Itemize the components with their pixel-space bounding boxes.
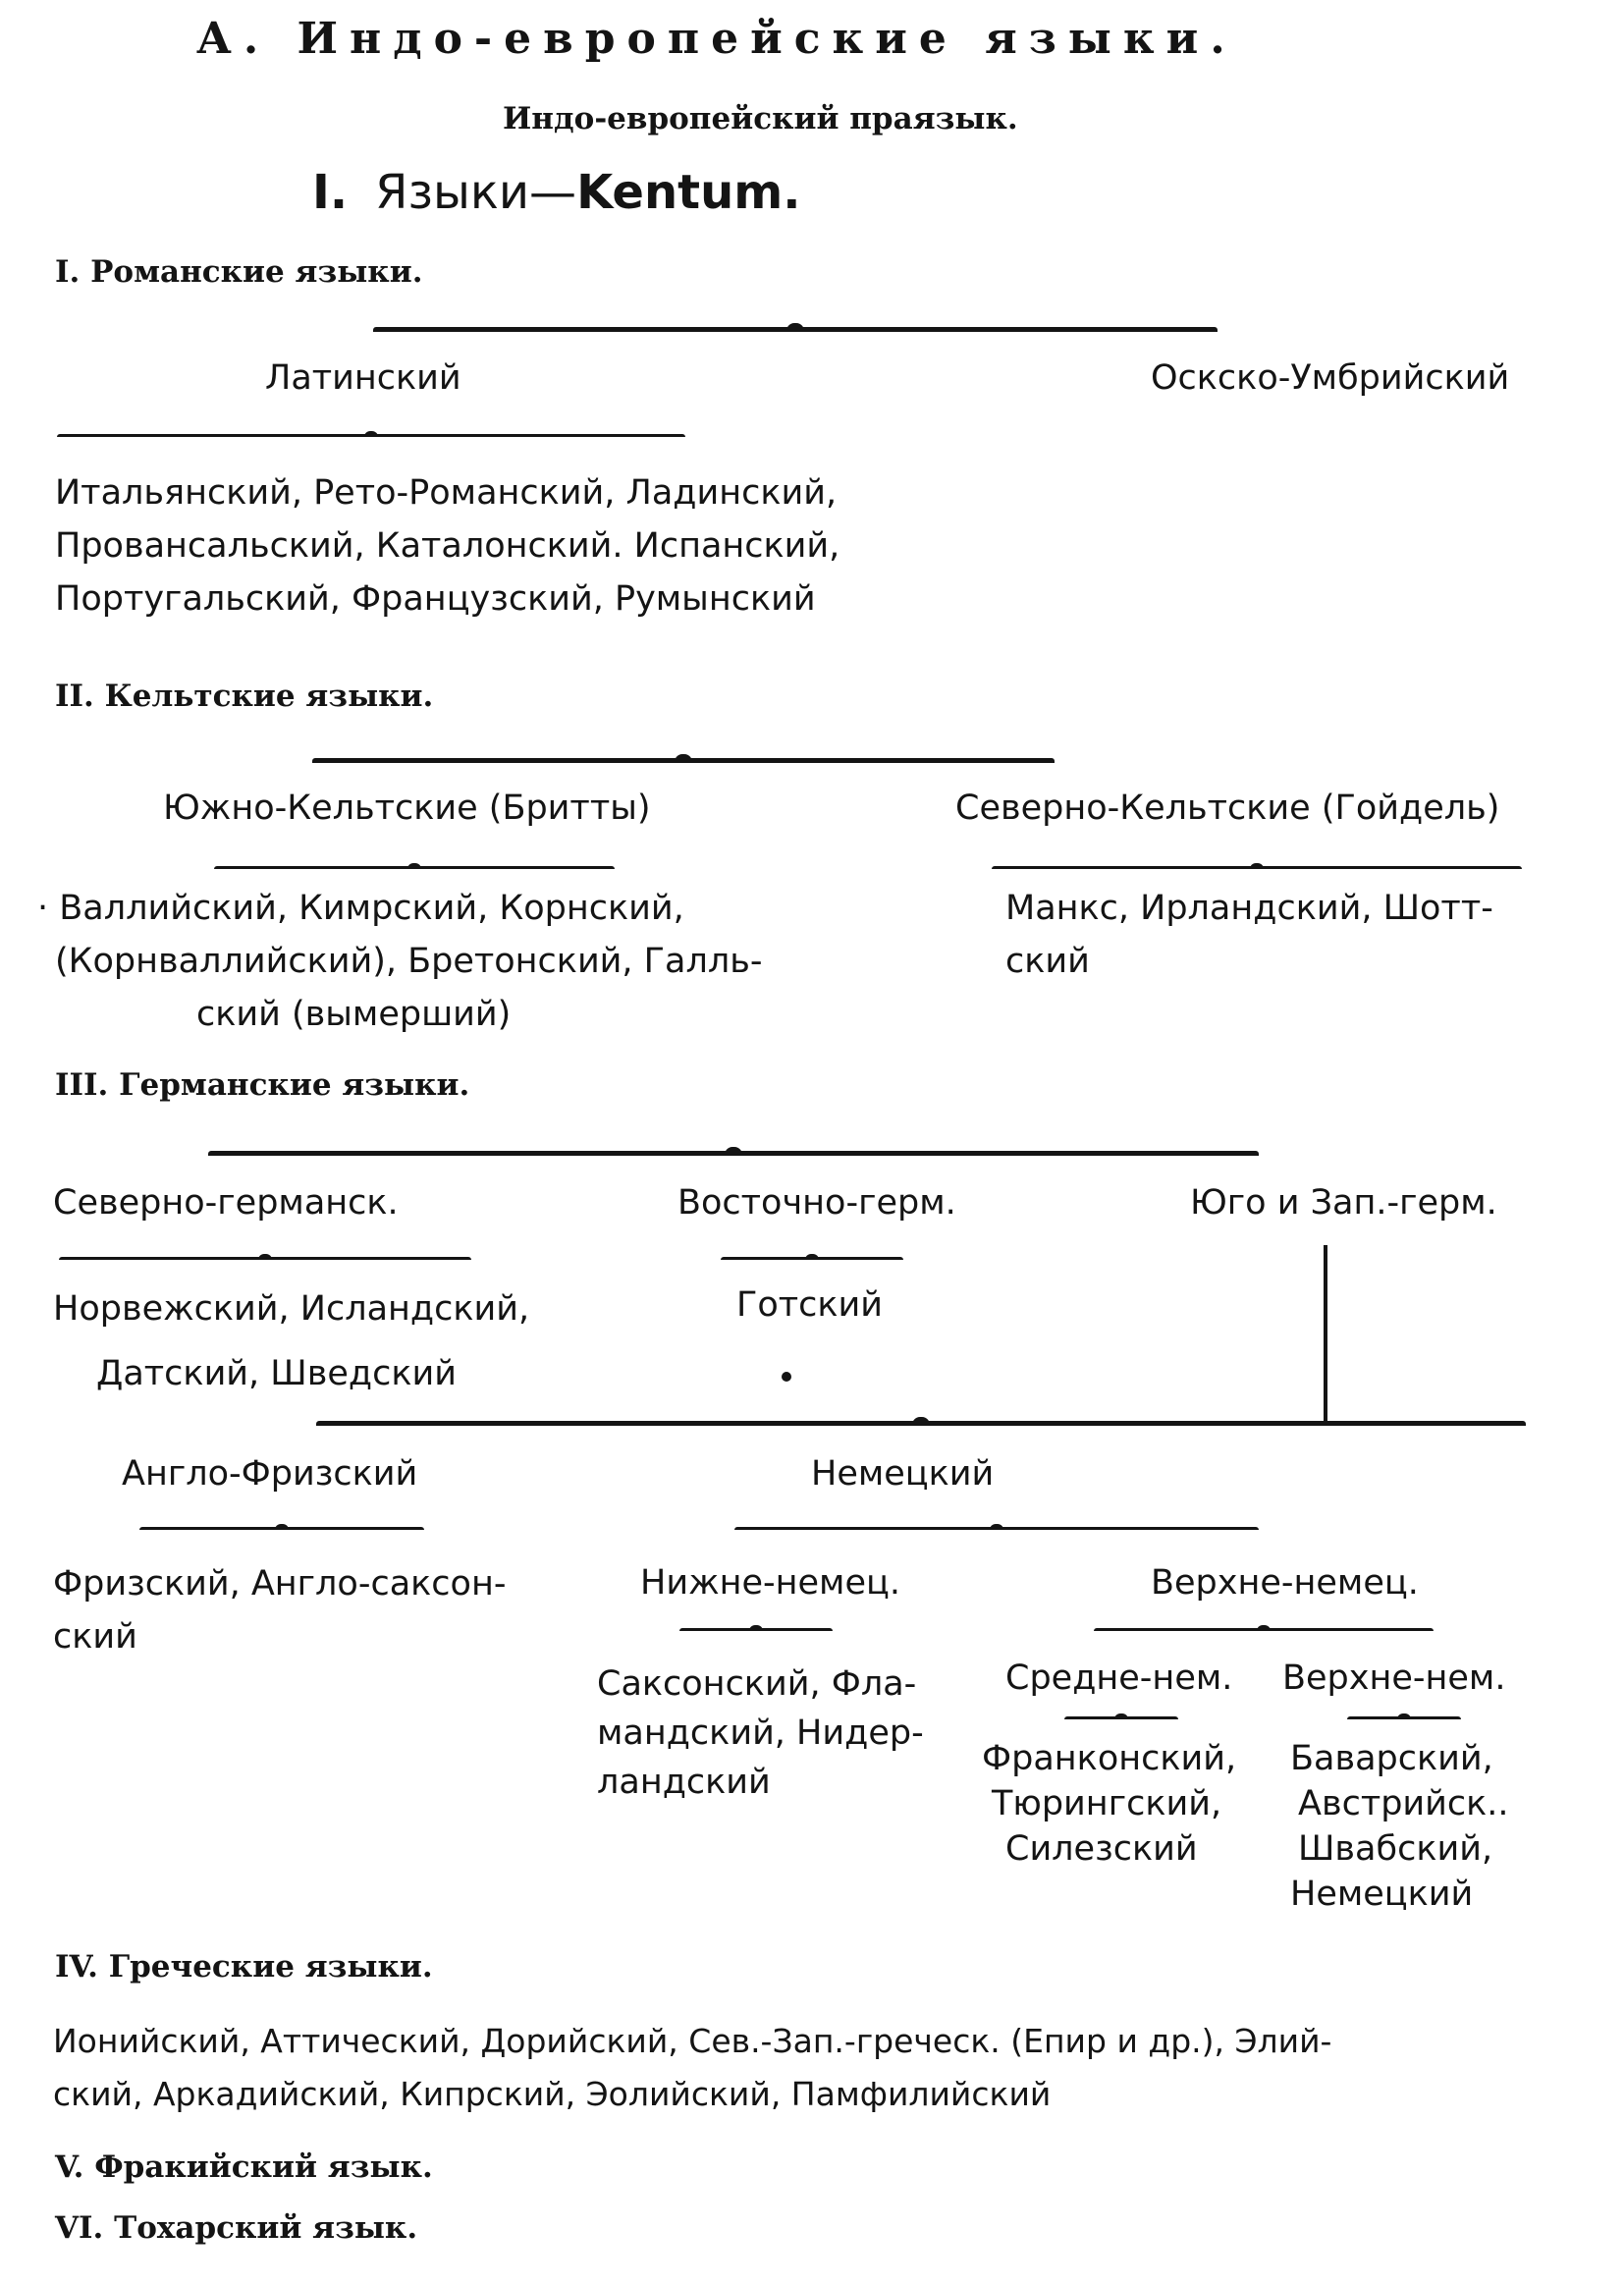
upper-german-label: Верхне-нем. xyxy=(1282,1659,1506,1698)
low-german-line: мандский, Нидер- xyxy=(597,1713,924,1753)
anglo-frisian-languages xyxy=(53,1557,506,1663)
group-prefix: Языки— xyxy=(375,165,577,220)
south-celtic-bracket xyxy=(214,866,615,869)
celtic-branch-bracket xyxy=(312,758,1055,763)
romance-branch-bracket xyxy=(373,327,1218,332)
south-celtic-line: · Валлийский, Кимрский, Корнский, xyxy=(37,889,684,928)
north-germanic-line: Датский, Шведский xyxy=(96,1354,457,1393)
southwest-germanic-bracket xyxy=(316,1421,1526,1426)
north-celtic-line: ский xyxy=(1005,942,1090,981)
upper-german-line: Швабский, xyxy=(1298,1829,1493,1869)
south-celtic-languages xyxy=(37,882,762,1041)
south-celtic-line: (Корнваллийский), Бретонский, Галль- xyxy=(55,942,763,981)
southwest-germanic-label: Юго и Зап.-герм. xyxy=(1190,1183,1497,1223)
low-german-line: ландский xyxy=(597,1763,771,1802)
east-germanic-label: Восточно-герм. xyxy=(677,1183,956,1223)
upper-german-line: Австрийск.. xyxy=(1298,1784,1509,1823)
tocharian-heading: VI. Тохарский язык. xyxy=(55,2210,418,2246)
thracian-heading: V. Фракийский язык. xyxy=(55,2149,433,2185)
low-german-label: Нижне-немец. xyxy=(640,1563,900,1603)
high-german-bracket xyxy=(1094,1628,1434,1631)
greek-languages xyxy=(53,2015,1331,2121)
page-title: А. Индо-европейские языки. xyxy=(196,14,1237,64)
north-germanic-label: Северно-германск. xyxy=(53,1183,399,1223)
celtic-heading: II. Кельтские языки. xyxy=(55,679,434,714)
north-celtic-line: Манкс, Ирландский, Шотт- xyxy=(1005,889,1493,928)
greek-heading: IV. Греческие языки. xyxy=(55,1949,433,1985)
south-celtic-line: ский (вымерший) xyxy=(196,995,512,1034)
north-celtic-bracket xyxy=(992,866,1522,869)
anglo-frisian-bracket xyxy=(139,1527,424,1530)
east-germanic-bracket xyxy=(721,1257,903,1260)
romance-heading: I. Романские языки. xyxy=(55,254,423,290)
greek-languages-line: ский, Аркадийский, Кипрский, Эолийский, Памфилийский xyxy=(53,2075,1052,2113)
east-germanic-languages: Готский xyxy=(736,1285,884,1325)
north-celtic-languages xyxy=(1005,882,1493,988)
germanic-heading: III. Германские языки. xyxy=(55,1067,470,1103)
low-german-languages xyxy=(597,1659,924,1807)
upper-german-languages xyxy=(1290,1736,1509,1917)
romance-languages-line: Провансальский, Каталонский. Испанский, xyxy=(55,526,840,566)
middle-german-label: Средне-нем. xyxy=(1005,1659,1233,1698)
latin-label: Латинский xyxy=(265,358,461,398)
osco-umbrian-label: Оскско-Умбрийский xyxy=(1151,358,1510,398)
middle-german-line: Франконский, xyxy=(982,1739,1237,1778)
south-celtic-label: Южно-Кельтские (Бритты) xyxy=(163,789,651,828)
upper-german-line: Баварский, xyxy=(1290,1739,1493,1778)
romance-languages-line: Итальянский, Рето-Романский, Ладинский, xyxy=(55,473,838,513)
group-number: I. xyxy=(312,165,349,220)
southwest-connector-line xyxy=(1324,1245,1327,1422)
low-german-bracket xyxy=(679,1628,833,1631)
anglo-frisian-line: Фризский, Англо-саксон- xyxy=(53,1564,507,1604)
north-germanic-bracket xyxy=(59,1257,471,1260)
anglo-frisian-line: ский xyxy=(53,1617,137,1657)
germanic-branch-bracket xyxy=(208,1151,1259,1156)
anglo-frisian-label: Англо-Фризский xyxy=(122,1454,418,1494)
north-germanic-languages xyxy=(53,1277,529,1406)
upper-german-bracket xyxy=(1347,1716,1461,1719)
romance-languages-list xyxy=(55,466,839,625)
north-celtic-label: Северно-Кельтские (Гойдель) xyxy=(955,789,1500,828)
upper-german-line: Немецкий xyxy=(1290,1875,1474,1914)
romance-languages-line: Португальский, Французский, Румынский xyxy=(55,579,816,619)
greek-languages-line: Ионийский, Аттический, Дорийский, Сев.-Зап.-греческ. (Епир и др.), Элий- xyxy=(53,2022,1332,2060)
dot-mark xyxy=(782,1372,791,1382)
middle-german-line: Тюрингский, xyxy=(992,1784,1222,1823)
group-name: Kentum. xyxy=(576,165,801,220)
middle-german-line: Силезский xyxy=(1005,1829,1198,1869)
german-bracket xyxy=(734,1527,1259,1530)
high-german-label: Верхне-немец. xyxy=(1151,1563,1419,1603)
middle-german-languages xyxy=(982,1736,1236,1872)
german-label: Немецкий xyxy=(811,1454,995,1494)
latin-bracket xyxy=(57,434,685,437)
low-german-line: Саксонский, Фла- xyxy=(597,1664,917,1704)
group-heading xyxy=(312,165,801,220)
page-subtitle: Индо-европейский праязык. xyxy=(503,101,1018,136)
middle-german-bracket xyxy=(1064,1716,1178,1719)
north-germanic-line: Норвежский, Исландский, xyxy=(53,1289,530,1329)
